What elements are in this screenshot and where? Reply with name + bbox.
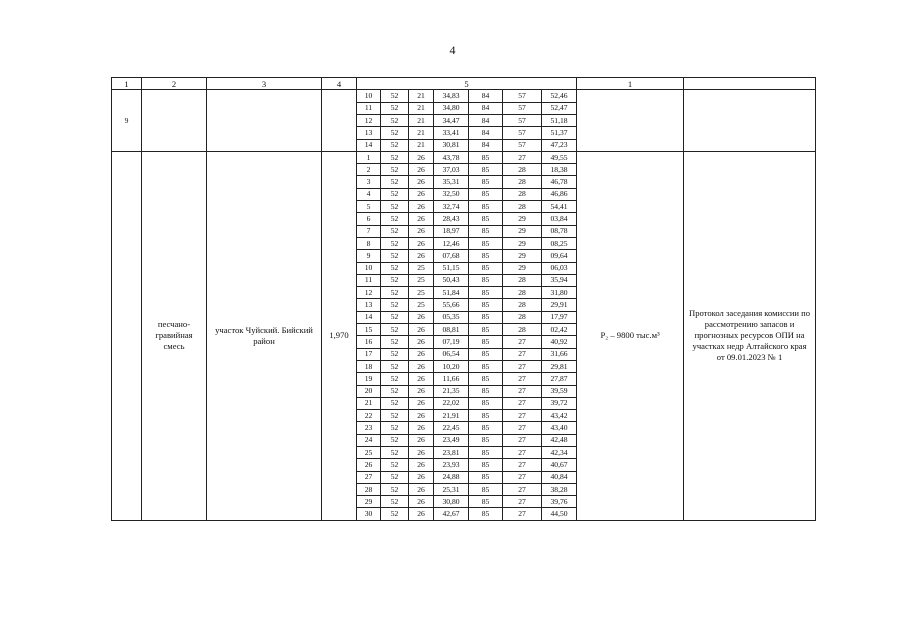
lat-min: 25	[409, 262, 434, 274]
mineral-cell	[142, 90, 207, 151]
lon-deg: 85	[469, 164, 503, 176]
point-number: 14	[357, 139, 381, 151]
lat-deg: 52	[381, 176, 409, 188]
point-number: 3	[357, 176, 381, 188]
lat-min: 26	[409, 459, 434, 471]
lon-sec: 27,87	[542, 373, 577, 385]
lon-min: 29	[503, 250, 542, 262]
lon-deg: 84	[469, 127, 503, 139]
lon-deg: 85	[469, 385, 503, 397]
lon-min: 27	[503, 483, 542, 495]
lon-min: 27	[503, 422, 542, 434]
lon-min: 27	[503, 496, 542, 508]
lon-sec: 08,78	[542, 225, 577, 237]
lat-deg: 52	[381, 434, 409, 446]
area-cell	[322, 90, 357, 151]
lat-min: 26	[409, 348, 434, 360]
point-number: 6	[357, 213, 381, 225]
lat-deg: 52	[381, 225, 409, 237]
lon-sec: 51,37	[542, 127, 577, 139]
lat-min: 26	[409, 410, 434, 422]
lon-deg: 85	[469, 274, 503, 286]
lat-deg: 52	[381, 188, 409, 200]
lon-min: 27	[503, 459, 542, 471]
lon-sec: 52,47	[542, 102, 577, 114]
lon-deg: 85	[469, 151, 503, 163]
table-body	[112, 78, 816, 521]
header-cell: 5	[357, 78, 577, 90]
lat-min: 26	[409, 471, 434, 483]
lon-deg: 85	[469, 213, 503, 225]
lon-deg: 85	[469, 188, 503, 200]
lat-deg: 52	[381, 373, 409, 385]
point-number: 1	[357, 151, 381, 163]
lat-deg: 52	[381, 250, 409, 262]
point-number: 8	[357, 237, 381, 249]
header-cell: 3	[207, 78, 322, 90]
lon-deg: 85	[469, 237, 503, 249]
point-number: 15	[357, 324, 381, 336]
lat-min: 26	[409, 250, 434, 262]
lon-min: 27	[503, 360, 542, 372]
lat-min: 26	[409, 434, 434, 446]
lon-deg: 84	[469, 139, 503, 151]
lat-sec: 18,97	[434, 225, 469, 237]
lat-min: 21	[409, 102, 434, 114]
lat-deg: 52	[381, 385, 409, 397]
lat-sec: 07,19	[434, 336, 469, 348]
lat-deg: 52	[381, 483, 409, 495]
lon-min: 28	[503, 287, 542, 299]
lon-deg: 84	[469, 102, 503, 114]
lon-min: 27	[503, 373, 542, 385]
lon-sec: 52,46	[542, 90, 577, 102]
lat-sec: 22,02	[434, 397, 469, 409]
lon-sec: 43,40	[542, 422, 577, 434]
lon-deg: 85	[469, 483, 503, 495]
lon-sec: 47,23	[542, 139, 577, 151]
lon-min: 57	[503, 90, 542, 102]
lat-sec: 08,81	[434, 324, 469, 336]
lon-min: 27	[503, 397, 542, 409]
lat-min: 26	[409, 447, 434, 459]
lon-sec: 38,28	[542, 483, 577, 495]
lon-min: 28	[503, 201, 542, 213]
lat-sec: 21,91	[434, 410, 469, 422]
lon-min: 28	[503, 176, 542, 188]
point-number: 11	[357, 274, 381, 286]
lon-min: 28	[503, 274, 542, 286]
lat-min: 25	[409, 299, 434, 311]
lat-min: 26	[409, 422, 434, 434]
lat-min: 21	[409, 114, 434, 126]
point-number: 22	[357, 410, 381, 422]
row-number: 9	[112, 90, 142, 151]
lat-deg: 52	[381, 447, 409, 459]
lon-min: 27	[503, 151, 542, 163]
lon-sec: 39,76	[542, 496, 577, 508]
lon-deg: 85	[469, 299, 503, 311]
header-cell	[684, 78, 816, 90]
point-number: 13	[357, 127, 381, 139]
lat-min: 26	[409, 225, 434, 237]
lat-deg: 52	[381, 127, 409, 139]
lat-sec: 32,50	[434, 188, 469, 200]
header-cell: 1	[112, 78, 142, 90]
lon-deg: 85	[469, 176, 503, 188]
lat-sec: 51,84	[434, 287, 469, 299]
lat-min: 21	[409, 139, 434, 151]
table-row	[112, 151, 816, 163]
point-number: 14	[357, 311, 381, 323]
lon-deg: 85	[469, 250, 503, 262]
lon-min: 57	[503, 139, 542, 151]
point-number: 21	[357, 397, 381, 409]
lon-sec: 44,50	[542, 508, 577, 520]
lat-sec: 23,49	[434, 434, 469, 446]
lat-min: 26	[409, 336, 434, 348]
lat-sec: 34,80	[434, 102, 469, 114]
lat-sec: 32,74	[434, 201, 469, 213]
lon-deg: 85	[469, 471, 503, 483]
lat-deg: 52	[381, 274, 409, 286]
lat-sec: 30,80	[434, 496, 469, 508]
row-number	[112, 151, 142, 520]
point-number: 5	[357, 201, 381, 213]
lat-sec: 12,46	[434, 237, 469, 249]
lon-min: 29	[503, 225, 542, 237]
lat-sec: 11,66	[434, 373, 469, 385]
lon-min: 29	[503, 213, 542, 225]
lat-min: 26	[409, 483, 434, 495]
lat-min: 26	[409, 151, 434, 163]
lon-min: 29	[503, 237, 542, 249]
lon-min: 27	[503, 508, 542, 520]
point-number: 12	[357, 114, 381, 126]
lat-deg: 52	[381, 360, 409, 372]
lat-sec: 28,43	[434, 213, 469, 225]
point-number: 30	[357, 508, 381, 520]
table-row	[112, 90, 816, 102]
point-number: 10	[357, 262, 381, 274]
point-number: 19	[357, 373, 381, 385]
lon-min: 29	[503, 262, 542, 274]
lon-deg: 85	[469, 459, 503, 471]
lon-deg: 85	[469, 410, 503, 422]
lat-deg: 52	[381, 139, 409, 151]
point-number: 7	[357, 225, 381, 237]
lon-sec: 03,84	[542, 213, 577, 225]
lon-sec: 06,03	[542, 262, 577, 274]
lon-sec: 02,42	[542, 324, 577, 336]
lat-min: 25	[409, 274, 434, 286]
document-cell: Протокол заседания комиссии по рассмотрению запасов и прогнозных ресурсов ОПИ на участках недр Алтайского края от 09.01.2023 № 1	[684, 151, 816, 520]
lat-sec: 23,81	[434, 447, 469, 459]
lat-min: 26	[409, 373, 434, 385]
point-number: 28	[357, 483, 381, 495]
lon-sec: 46,78	[542, 176, 577, 188]
lat-min: 26	[409, 188, 434, 200]
lat-deg: 52	[381, 459, 409, 471]
lat-deg: 52	[381, 90, 409, 102]
lon-sec: 40,92	[542, 336, 577, 348]
lat-deg: 52	[381, 262, 409, 274]
point-number: 9	[357, 250, 381, 262]
lat-deg: 52	[381, 508, 409, 520]
location-cell: участок Чуйский. Бийский район	[207, 151, 322, 520]
lat-deg: 52	[381, 201, 409, 213]
lon-sec: 39,72	[542, 397, 577, 409]
lon-min: 27	[503, 410, 542, 422]
point-number: 26	[357, 459, 381, 471]
lon-min: 57	[503, 127, 542, 139]
lat-min: 26	[409, 397, 434, 409]
lat-min: 26	[409, 311, 434, 323]
lat-deg: 52	[381, 151, 409, 163]
point-number: 29	[357, 496, 381, 508]
lon-min: 28	[503, 188, 542, 200]
location-cell	[207, 90, 322, 151]
lon-deg: 85	[469, 360, 503, 372]
lon-min: 27	[503, 336, 542, 348]
point-number: 16	[357, 336, 381, 348]
lat-sec: 50,43	[434, 274, 469, 286]
lat-min: 26	[409, 324, 434, 336]
lat-sec: 05,35	[434, 311, 469, 323]
lat-deg: 52	[381, 311, 409, 323]
lat-sec: 51,15	[434, 262, 469, 274]
lat-min: 26	[409, 508, 434, 520]
header-row	[112, 78, 816, 90]
lon-deg: 85	[469, 287, 503, 299]
lat-deg: 52	[381, 299, 409, 311]
lat-sec: 43,78	[434, 151, 469, 163]
lon-deg: 85	[469, 434, 503, 446]
lon-sec: 42,34	[542, 447, 577, 459]
lat-min: 26	[409, 164, 434, 176]
lat-sec: 21,35	[434, 385, 469, 397]
point-number: 13	[357, 299, 381, 311]
point-number: 2	[357, 164, 381, 176]
lat-deg: 52	[381, 410, 409, 422]
lat-deg: 52	[381, 102, 409, 114]
point-number: 11	[357, 102, 381, 114]
lat-sec: 07,68	[434, 250, 469, 262]
lat-sec: 33,41	[434, 127, 469, 139]
lon-min: 28	[503, 299, 542, 311]
lon-sec: 31,66	[542, 348, 577, 360]
point-number: 18	[357, 360, 381, 372]
area-cell: 1,970	[322, 151, 357, 520]
lat-min: 26	[409, 385, 434, 397]
lon-deg: 85	[469, 496, 503, 508]
lon-min: 57	[503, 114, 542, 126]
lat-min: 26	[409, 201, 434, 213]
lon-sec: 31,80	[542, 287, 577, 299]
resources-cell: P₂ – 9800 тыс.м³	[577, 151, 684, 520]
lon-sec: 51,18	[542, 114, 577, 126]
lat-deg: 52	[381, 213, 409, 225]
lat-min: 26	[409, 496, 434, 508]
lon-min: 27	[503, 447, 542, 459]
lat-min: 26	[409, 360, 434, 372]
lat-deg: 52	[381, 164, 409, 176]
point-number: 20	[357, 385, 381, 397]
header-cell: 1	[577, 78, 684, 90]
point-number: 12	[357, 287, 381, 299]
lon-sec: 35,94	[542, 274, 577, 286]
lon-sec: 54,41	[542, 201, 577, 213]
lon-sec: 17,97	[542, 311, 577, 323]
lon-sec: 08,25	[542, 237, 577, 249]
lon-deg: 85	[469, 336, 503, 348]
lat-min: 25	[409, 287, 434, 299]
lat-sec: 22,45	[434, 422, 469, 434]
lat-deg: 52	[381, 287, 409, 299]
lon-deg: 85	[469, 225, 503, 237]
lat-deg: 52	[381, 237, 409, 249]
lat-deg: 52	[381, 114, 409, 126]
lat-sec: 34,83	[434, 90, 469, 102]
lon-deg: 84	[469, 90, 503, 102]
point-number: 25	[357, 447, 381, 459]
page-number: 4	[449, 43, 456, 57]
lon-deg: 85	[469, 373, 503, 385]
lon-min: 27	[503, 471, 542, 483]
lon-min: 28	[503, 164, 542, 176]
lat-min: 26	[409, 213, 434, 225]
lat-sec: 06,54	[434, 348, 469, 360]
resources-cell	[577, 90, 684, 151]
lon-deg: 84	[469, 114, 503, 126]
lat-deg: 52	[381, 471, 409, 483]
lat-sec: 23,93	[434, 459, 469, 471]
lon-sec: 29,81	[542, 360, 577, 372]
lat-sec: 42,67	[434, 508, 469, 520]
header-cell: 2	[142, 78, 207, 90]
lon-sec: 18,38	[542, 164, 577, 176]
lon-deg: 85	[469, 422, 503, 434]
lon-deg: 85	[469, 447, 503, 459]
lat-deg: 52	[381, 336, 409, 348]
lat-min: 26	[409, 237, 434, 249]
point-number: 17	[357, 348, 381, 360]
lat-deg: 52	[381, 324, 409, 336]
lon-sec: 39,59	[542, 385, 577, 397]
lon-deg: 85	[469, 311, 503, 323]
lat-sec: 10,20	[434, 360, 469, 372]
coordinates-table	[111, 77, 816, 521]
lat-deg: 52	[381, 348, 409, 360]
point-number: 10	[357, 90, 381, 102]
lon-min: 28	[503, 311, 542, 323]
lat-sec: 55,66	[434, 299, 469, 311]
lat-sec: 35,31	[434, 176, 469, 188]
lon-sec: 42,48	[542, 434, 577, 446]
lon-min: 27	[503, 385, 542, 397]
lat-sec: 24,88	[434, 471, 469, 483]
lon-deg: 85	[469, 508, 503, 520]
lon-sec: 46,86	[542, 188, 577, 200]
lon-deg: 85	[469, 201, 503, 213]
lat-deg: 52	[381, 496, 409, 508]
point-number: 4	[357, 188, 381, 200]
lat-deg: 52	[381, 422, 409, 434]
lon-min: 27	[503, 434, 542, 446]
lon-deg: 85	[469, 262, 503, 274]
lat-min: 26	[409, 176, 434, 188]
lon-min: 28	[503, 324, 542, 336]
lat-sec: 30,81	[434, 139, 469, 151]
point-number: 24	[357, 434, 381, 446]
document-cell	[684, 90, 816, 151]
point-number: 23	[357, 422, 381, 434]
lat-sec: 37,03	[434, 164, 469, 176]
lon-min: 27	[503, 348, 542, 360]
mineral-cell: песчано-гравийная смесь	[142, 151, 207, 520]
lon-sec: 09,64	[542, 250, 577, 262]
lon-sec: 43,42	[542, 410, 577, 422]
lon-deg: 85	[469, 324, 503, 336]
lon-sec: 40,84	[542, 471, 577, 483]
lon-sec: 49,55	[542, 151, 577, 163]
lon-sec: 29,91	[542, 299, 577, 311]
lat-sec: 25,31	[434, 483, 469, 495]
lon-deg: 85	[469, 397, 503, 409]
lon-deg: 85	[469, 348, 503, 360]
lon-min: 57	[503, 102, 542, 114]
lon-sec: 40,67	[542, 459, 577, 471]
lat-min: 21	[409, 127, 434, 139]
header-cell: 4	[322, 78, 357, 90]
lat-min: 21	[409, 90, 434, 102]
point-number: 27	[357, 471, 381, 483]
lat-deg: 52	[381, 397, 409, 409]
lat-sec: 34,47	[434, 114, 469, 126]
